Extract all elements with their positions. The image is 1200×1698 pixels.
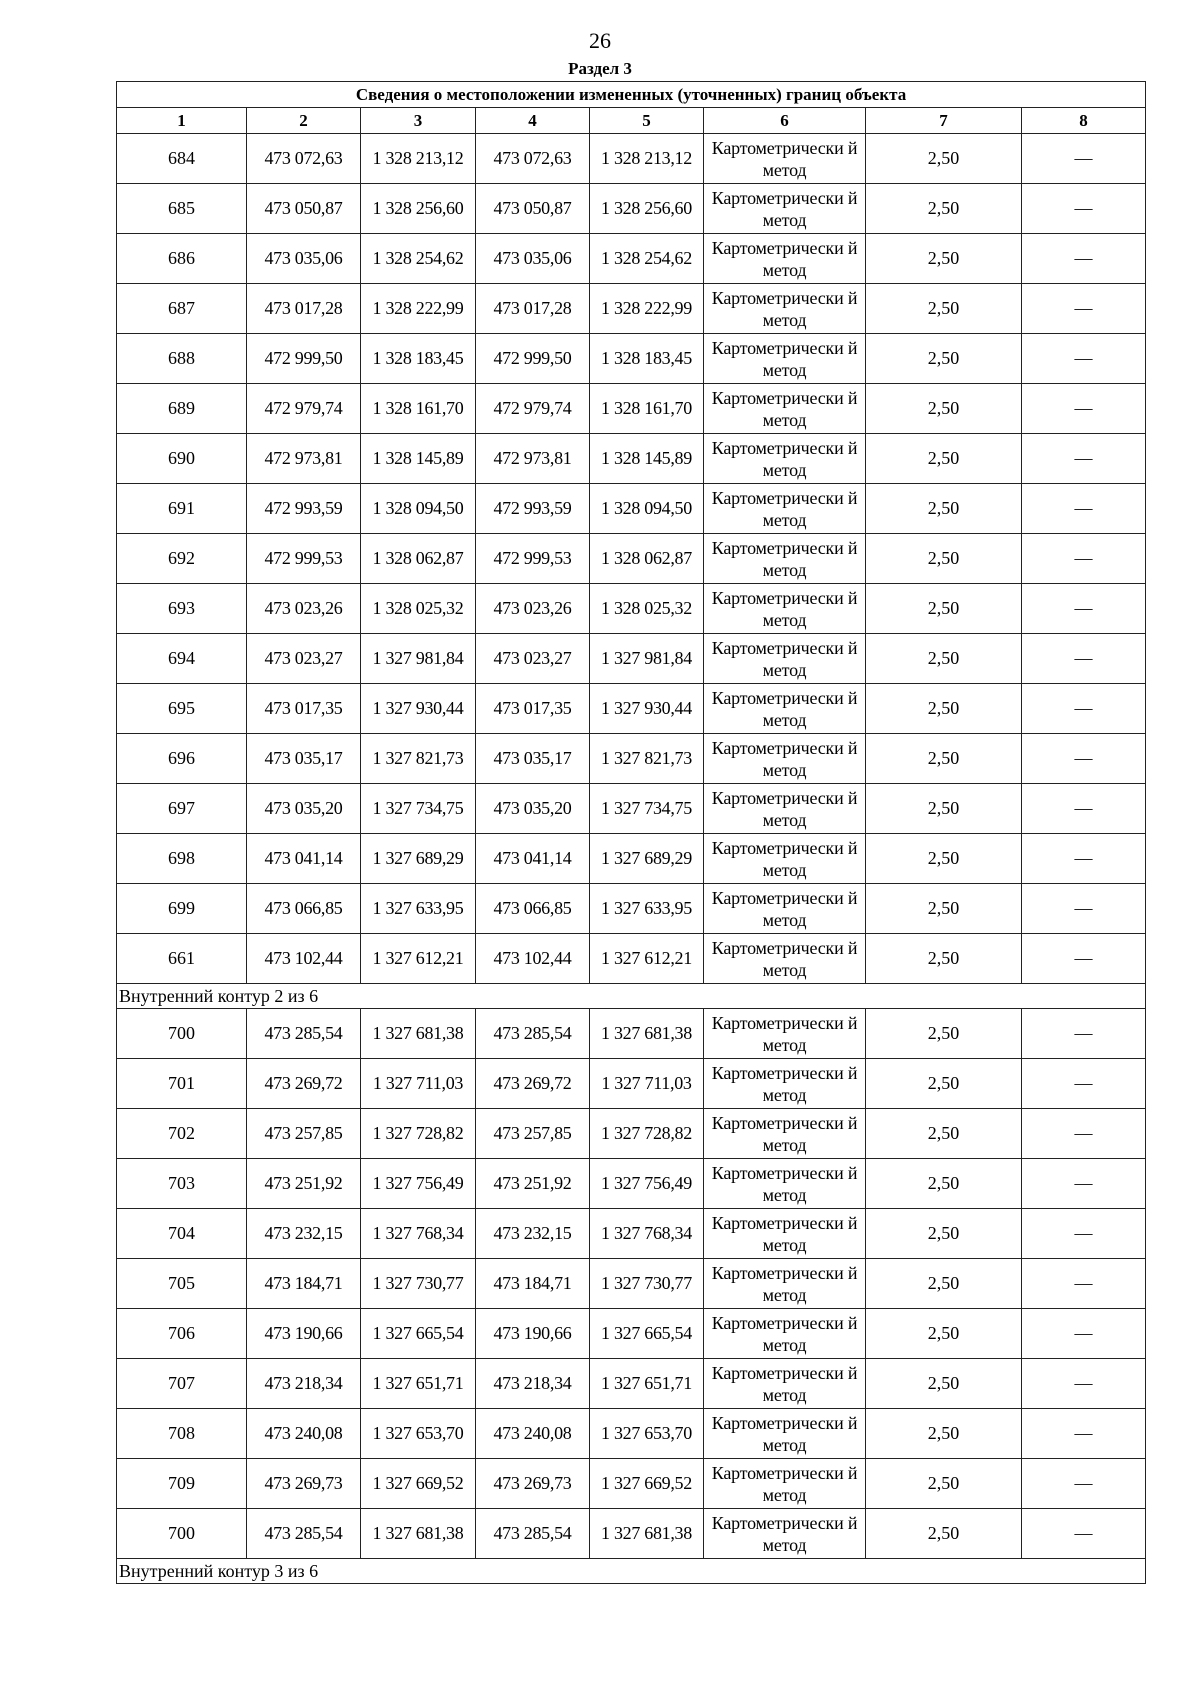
method-cell: Картометрически й метод xyxy=(704,284,866,334)
x-old-cell: 473 251,92 xyxy=(247,1159,361,1209)
table-row xyxy=(117,1209,1146,1259)
point-number-cell: 689 xyxy=(117,384,247,434)
method-cell: Картометрически й метод xyxy=(704,584,866,634)
x-new-cell: 472 999,53 xyxy=(476,534,590,584)
method-cell: Картометрически й метод xyxy=(704,484,866,534)
y-old-cell: 1 327 756,49 xyxy=(361,1159,476,1209)
y-old-cell: 1 327 734,75 xyxy=(361,784,476,834)
description-cell: — xyxy=(1022,1109,1146,1159)
y-old-cell: 1 328 161,70 xyxy=(361,384,476,434)
accuracy-cell: 2,50 xyxy=(866,134,1022,184)
description-cell: — xyxy=(1022,584,1146,634)
description-cell: — xyxy=(1022,534,1146,584)
y-new-cell: 1 327 665,54 xyxy=(590,1309,704,1359)
table-row xyxy=(117,434,1146,484)
y-old-cell: 1 328 094,50 xyxy=(361,484,476,534)
y-old-cell: 1 327 681,38 xyxy=(361,1009,476,1059)
method-cell: Картометрически й метод xyxy=(704,834,866,884)
accuracy-cell: 2,50 xyxy=(866,1409,1022,1459)
method-cell: Картометрически й метод xyxy=(704,134,866,184)
accuracy-cell: 2,50 xyxy=(866,234,1022,284)
table-row xyxy=(117,1409,1146,1459)
column-number-8: 8 xyxy=(1022,108,1146,134)
x-new-cell: 473 050,87 xyxy=(476,184,590,234)
y-new-cell: 1 327 689,29 xyxy=(590,834,704,884)
point-number-cell: 690 xyxy=(117,434,247,484)
method-cell: Картометрически й метод xyxy=(704,1059,866,1109)
y-new-cell: 1 328 025,32 xyxy=(590,584,704,634)
y-new-cell: 1 328 183,45 xyxy=(590,334,704,384)
x-new-cell: 473 017,28 xyxy=(476,284,590,334)
x-old-cell: 473 023,26 xyxy=(247,584,361,634)
y-new-cell: 1 328 094,50 xyxy=(590,484,704,534)
x-old-cell: 473 035,17 xyxy=(247,734,361,784)
x-new-cell: 473 232,15 xyxy=(476,1209,590,1259)
y-new-cell: 1 328 222,99 xyxy=(590,284,704,334)
description-cell: — xyxy=(1022,484,1146,534)
table-row xyxy=(117,1509,1146,1559)
y-new-cell: 1 327 768,34 xyxy=(590,1209,704,1259)
y-new-cell: 1 327 612,21 xyxy=(590,934,704,984)
method-cell: Картометрически й метод xyxy=(704,1009,866,1059)
point-number-cell: 661 xyxy=(117,934,247,984)
x-new-cell: 473 066,85 xyxy=(476,884,590,934)
contour-label-row xyxy=(117,984,1146,1009)
accuracy-cell: 2,50 xyxy=(866,534,1022,584)
x-old-cell: 473 035,20 xyxy=(247,784,361,834)
accuracy-cell: 2,50 xyxy=(866,1209,1022,1259)
y-new-cell: 1 327 728,82 xyxy=(590,1109,704,1159)
y-new-cell: 1 328 062,87 xyxy=(590,534,704,584)
description-cell: — xyxy=(1022,434,1146,484)
method-cell: Картометрически й метод xyxy=(704,534,866,584)
x-old-cell: 473 017,28 xyxy=(247,284,361,334)
x-old-cell: 473 023,27 xyxy=(247,634,361,684)
x-old-cell: 473 218,34 xyxy=(247,1359,361,1409)
x-old-cell: 473 190,66 xyxy=(247,1309,361,1359)
method-cell: Картометрически й метод xyxy=(704,1409,866,1459)
x-new-cell: 473 269,73 xyxy=(476,1459,590,1509)
table-row xyxy=(117,1109,1146,1159)
y-old-cell: 1 327 665,54 xyxy=(361,1309,476,1359)
description-cell: — xyxy=(1022,1009,1146,1059)
y-new-cell: 1 328 213,12 xyxy=(590,134,704,184)
x-new-cell: 473 257,85 xyxy=(476,1109,590,1159)
column-number-7: 7 xyxy=(866,108,1022,134)
y-old-cell: 1 328 062,87 xyxy=(361,534,476,584)
y-old-cell: 1 328 145,89 xyxy=(361,434,476,484)
y-old-cell: 1 328 222,99 xyxy=(361,284,476,334)
x-old-cell: 473 184,71 xyxy=(247,1259,361,1309)
method-cell: Картометрически й метод xyxy=(704,184,866,234)
x-new-cell: 473 190,66 xyxy=(476,1309,590,1359)
accuracy-cell: 2,50 xyxy=(866,1059,1022,1109)
point-number-cell: 688 xyxy=(117,334,247,384)
accuracy-cell: 2,50 xyxy=(866,1459,1022,1509)
table-row xyxy=(117,884,1146,934)
x-old-cell: 473 257,85 xyxy=(247,1109,361,1159)
accuracy-cell: 2,50 xyxy=(866,1009,1022,1059)
x-old-cell: 473 269,72 xyxy=(247,1059,361,1109)
description-cell: — xyxy=(1022,234,1146,284)
x-old-cell: 472 973,81 xyxy=(247,434,361,484)
contour-label-row xyxy=(117,1559,1146,1584)
y-old-cell: 1 327 653,70 xyxy=(361,1409,476,1459)
x-new-cell: 473 285,54 xyxy=(476,1009,590,1059)
description-cell: — xyxy=(1022,784,1146,834)
x-new-cell: 473 041,14 xyxy=(476,834,590,884)
y-old-cell: 1 328 254,62 xyxy=(361,234,476,284)
x-old-cell: 473 240,08 xyxy=(247,1409,361,1459)
table-row xyxy=(117,1009,1146,1059)
y-old-cell: 1 327 730,77 xyxy=(361,1259,476,1309)
description-cell: — xyxy=(1022,1059,1146,1109)
description-cell: — xyxy=(1022,1459,1146,1509)
y-old-cell: 1 327 930,44 xyxy=(361,684,476,734)
method-cell: Картометрически й метод xyxy=(704,1109,866,1159)
column-number-6: 6 xyxy=(704,108,866,134)
x-new-cell: 473 023,27 xyxy=(476,634,590,684)
table-row xyxy=(117,484,1146,534)
x-old-cell: 473 035,06 xyxy=(247,234,361,284)
table-row xyxy=(117,834,1146,884)
table-row xyxy=(117,784,1146,834)
method-cell: Картометрически й метод xyxy=(704,1309,866,1359)
method-cell: Картометрически й метод xyxy=(704,1209,866,1259)
y-new-cell: 1 327 930,44 xyxy=(590,684,704,734)
table-row xyxy=(117,634,1146,684)
method-cell: Картометрически й метод xyxy=(704,1509,866,1559)
method-cell: Картометрически й метод xyxy=(704,1159,866,1209)
description-cell: — xyxy=(1022,1209,1146,1259)
x-new-cell: 472 979,74 xyxy=(476,384,590,434)
column-number-4: 4 xyxy=(476,108,590,134)
accuracy-cell: 2,50 xyxy=(866,734,1022,784)
point-number-cell: 700 xyxy=(117,1509,247,1559)
y-new-cell: 1 327 669,52 xyxy=(590,1459,704,1509)
table-row xyxy=(117,734,1146,784)
x-new-cell: 473 218,34 xyxy=(476,1359,590,1409)
description-cell: — xyxy=(1022,184,1146,234)
method-cell: Картометрически й метод xyxy=(704,734,866,784)
y-new-cell: 1 327 681,38 xyxy=(590,1009,704,1059)
y-new-cell: 1 327 756,49 xyxy=(590,1159,704,1209)
accuracy-cell: 2,50 xyxy=(866,884,1022,934)
point-number-cell: 684 xyxy=(117,134,247,184)
method-cell: Картометрически й метод xyxy=(704,634,866,684)
x-old-cell: 472 999,53 xyxy=(247,534,361,584)
x-old-cell: 473 285,54 xyxy=(247,1509,361,1559)
table-row xyxy=(117,684,1146,734)
y-old-cell: 1 328 183,45 xyxy=(361,334,476,384)
description-cell: — xyxy=(1022,1309,1146,1359)
point-number-cell: 693 xyxy=(117,584,247,634)
method-cell: Картометрически й метод xyxy=(704,1259,866,1309)
point-number-cell: 696 xyxy=(117,734,247,784)
x-old-cell: 472 993,59 xyxy=(247,484,361,534)
description-cell: — xyxy=(1022,1509,1146,1559)
y-new-cell: 1 327 681,38 xyxy=(590,1509,704,1559)
method-cell: Картометрически й метод xyxy=(704,1459,866,1509)
table-caption-row xyxy=(117,82,1146,108)
point-number-cell: 707 xyxy=(117,1359,247,1409)
accuracy-cell: 2,50 xyxy=(866,784,1022,834)
accuracy-cell: 2,50 xyxy=(866,834,1022,884)
table-row xyxy=(117,1359,1146,1409)
x-new-cell: 472 973,81 xyxy=(476,434,590,484)
table-body xyxy=(117,134,1146,1584)
x-old-cell: 473 072,63 xyxy=(247,134,361,184)
description-cell: — xyxy=(1022,1259,1146,1309)
y-old-cell: 1 327 711,03 xyxy=(361,1059,476,1109)
point-number-cell: 709 xyxy=(117,1459,247,1509)
description-cell: — xyxy=(1022,634,1146,684)
point-number-cell: 700 xyxy=(117,1009,247,1059)
table-row xyxy=(117,1309,1146,1359)
boundary-table xyxy=(116,81,1146,1584)
description-cell: — xyxy=(1022,834,1146,884)
y-old-cell: 1 327 681,38 xyxy=(361,1509,476,1559)
method-cell: Картометрически й метод xyxy=(704,334,866,384)
y-new-cell: 1 327 821,73 xyxy=(590,734,704,784)
y-new-cell: 1 327 734,75 xyxy=(590,784,704,834)
method-cell: Картометрически й метод xyxy=(704,684,866,734)
y-old-cell: 1 327 633,95 xyxy=(361,884,476,934)
method-cell: Картометрически й метод xyxy=(704,434,866,484)
accuracy-cell: 2,50 xyxy=(866,1259,1022,1309)
y-old-cell: 1 327 981,84 xyxy=(361,634,476,684)
accuracy-cell: 2,50 xyxy=(866,1509,1022,1559)
x-old-cell: 473 269,73 xyxy=(247,1459,361,1509)
column-number-5: 5 xyxy=(590,108,704,134)
point-number-cell: 694 xyxy=(117,634,247,684)
point-number-cell: 703 xyxy=(117,1159,247,1209)
table-row xyxy=(117,234,1146,284)
x-old-cell: 473 041,14 xyxy=(247,834,361,884)
point-number-cell: 691 xyxy=(117,484,247,534)
point-number-cell: 685 xyxy=(117,184,247,234)
accuracy-cell: 2,50 xyxy=(866,684,1022,734)
point-number-cell: 708 xyxy=(117,1409,247,1459)
y-new-cell: 1 328 254,62 xyxy=(590,234,704,284)
point-number-cell: 706 xyxy=(117,1309,247,1359)
method-cell: Картометрически й метод xyxy=(704,884,866,934)
x-old-cell: 473 232,15 xyxy=(247,1209,361,1259)
table-row xyxy=(117,1459,1146,1509)
accuracy-cell: 2,50 xyxy=(866,284,1022,334)
accuracy-cell: 2,50 xyxy=(866,184,1022,234)
y-old-cell: 1 327 689,29 xyxy=(361,834,476,884)
column-number-3: 3 xyxy=(361,108,476,134)
y-new-cell: 1 327 730,77 xyxy=(590,1259,704,1309)
section-title: Раздел 3 xyxy=(568,59,632,78)
x-new-cell: 472 993,59 xyxy=(476,484,590,534)
accuracy-cell: 2,50 xyxy=(866,634,1022,684)
accuracy-cell: 2,50 xyxy=(866,1109,1022,1159)
x-old-cell: 473 066,85 xyxy=(247,884,361,934)
method-cell: Картометрически й метод xyxy=(704,1359,866,1409)
table-row xyxy=(117,1059,1146,1109)
x-new-cell: 473 035,20 xyxy=(476,784,590,834)
accuracy-cell: 2,50 xyxy=(866,334,1022,384)
table-row xyxy=(117,584,1146,634)
point-number-cell: 692 xyxy=(117,534,247,584)
table-row xyxy=(117,534,1146,584)
point-number-cell: 687 xyxy=(117,284,247,334)
y-old-cell: 1 328 256,60 xyxy=(361,184,476,234)
description-cell: — xyxy=(1022,934,1146,984)
accuracy-cell: 2,50 xyxy=(866,484,1022,534)
x-new-cell: 472 999,50 xyxy=(476,334,590,384)
table-caption: Сведения о местоположении измененных (уточненных) границ объекта xyxy=(117,82,1146,108)
point-number-cell: 686 xyxy=(117,234,247,284)
x-new-cell: 473 035,17 xyxy=(476,734,590,784)
y-new-cell: 1 327 651,71 xyxy=(590,1359,704,1409)
x-old-cell: 472 999,50 xyxy=(247,334,361,384)
table-row xyxy=(117,134,1146,184)
description-cell: — xyxy=(1022,884,1146,934)
description-cell: — xyxy=(1022,284,1146,334)
point-number-cell: 702 xyxy=(117,1109,247,1159)
x-new-cell: 473 251,92 xyxy=(476,1159,590,1209)
accuracy-cell: 2,50 xyxy=(866,384,1022,434)
x-old-cell: 473 102,44 xyxy=(247,934,361,984)
y-old-cell: 1 327 821,73 xyxy=(361,734,476,784)
description-cell: — xyxy=(1022,334,1146,384)
y-new-cell: 1 327 711,03 xyxy=(590,1059,704,1109)
column-number-row xyxy=(117,108,1146,134)
y-new-cell: 1 328 256,60 xyxy=(590,184,704,234)
x-old-cell: 473 050,87 xyxy=(247,184,361,234)
accuracy-cell: 2,50 xyxy=(866,434,1022,484)
method-cell: Картометрически й метод xyxy=(704,934,866,984)
method-cell: Картометрически й метод xyxy=(704,234,866,284)
y-old-cell: 1 327 768,34 xyxy=(361,1209,476,1259)
x-new-cell: 473 240,08 xyxy=(476,1409,590,1459)
accuracy-cell: 2,50 xyxy=(866,1159,1022,1209)
table-row xyxy=(117,284,1146,334)
description-cell: — xyxy=(1022,384,1146,434)
page-number: 26 xyxy=(589,28,611,53)
y-new-cell: 1 327 633,95 xyxy=(590,884,704,934)
y-old-cell: 1 327 612,21 xyxy=(361,934,476,984)
description-cell: — xyxy=(1022,1409,1146,1459)
description-cell: — xyxy=(1022,684,1146,734)
accuracy-cell: 2,50 xyxy=(866,1359,1022,1409)
y-old-cell: 1 327 728,82 xyxy=(361,1109,476,1159)
y-old-cell: 1 328 025,32 xyxy=(361,584,476,634)
point-number-cell: 701 xyxy=(117,1059,247,1109)
method-cell: Картометрически й метод xyxy=(704,784,866,834)
table-row xyxy=(117,934,1146,984)
x-new-cell: 473 184,71 xyxy=(476,1259,590,1309)
accuracy-cell: 2,50 xyxy=(866,934,1022,984)
x-new-cell: 473 035,06 xyxy=(476,234,590,284)
table-row xyxy=(117,1259,1146,1309)
table-row xyxy=(117,384,1146,434)
point-number-cell: 698 xyxy=(117,834,247,884)
accuracy-cell: 2,50 xyxy=(866,584,1022,634)
y-old-cell: 1 327 651,71 xyxy=(361,1359,476,1409)
description-cell: — xyxy=(1022,134,1146,184)
point-number-cell: 699 xyxy=(117,884,247,934)
column-number-1: 1 xyxy=(117,108,247,134)
y-old-cell: 1 327 669,52 xyxy=(361,1459,476,1509)
x-old-cell: 472 979,74 xyxy=(247,384,361,434)
table-row xyxy=(117,1159,1146,1209)
point-number-cell: 705 xyxy=(117,1259,247,1309)
x-old-cell: 473 285,54 xyxy=(247,1009,361,1059)
table-row xyxy=(117,334,1146,384)
x-new-cell: 473 285,54 xyxy=(476,1509,590,1559)
description-cell: — xyxy=(1022,1359,1146,1409)
point-number-cell: 695 xyxy=(117,684,247,734)
y-new-cell: 1 327 981,84 xyxy=(590,634,704,684)
contour-label: Внутренний контур 2 из 6 xyxy=(117,984,1146,1009)
description-cell: — xyxy=(1022,1159,1146,1209)
x-new-cell: 473 102,44 xyxy=(476,934,590,984)
y-new-cell: 1 327 653,70 xyxy=(590,1409,704,1459)
description-cell: — xyxy=(1022,734,1146,784)
point-number-cell: 697 xyxy=(117,784,247,834)
y-new-cell: 1 328 161,70 xyxy=(590,384,704,434)
x-new-cell: 473 023,26 xyxy=(476,584,590,634)
x-new-cell: 473 269,72 xyxy=(476,1059,590,1109)
y-old-cell: 1 328 213,12 xyxy=(361,134,476,184)
x-old-cell: 473 017,35 xyxy=(247,684,361,734)
y-new-cell: 1 328 145,89 xyxy=(590,434,704,484)
x-new-cell: 473 017,35 xyxy=(476,684,590,734)
table-row xyxy=(117,184,1146,234)
accuracy-cell: 2,50 xyxy=(866,1309,1022,1359)
method-cell: Картометрически й метод xyxy=(704,384,866,434)
point-number-cell: 704 xyxy=(117,1209,247,1259)
column-number-2: 2 xyxy=(247,108,361,134)
contour-label: Внутренний контур 3 из 6 xyxy=(117,1559,1146,1584)
x-new-cell: 473 072,63 xyxy=(476,134,590,184)
